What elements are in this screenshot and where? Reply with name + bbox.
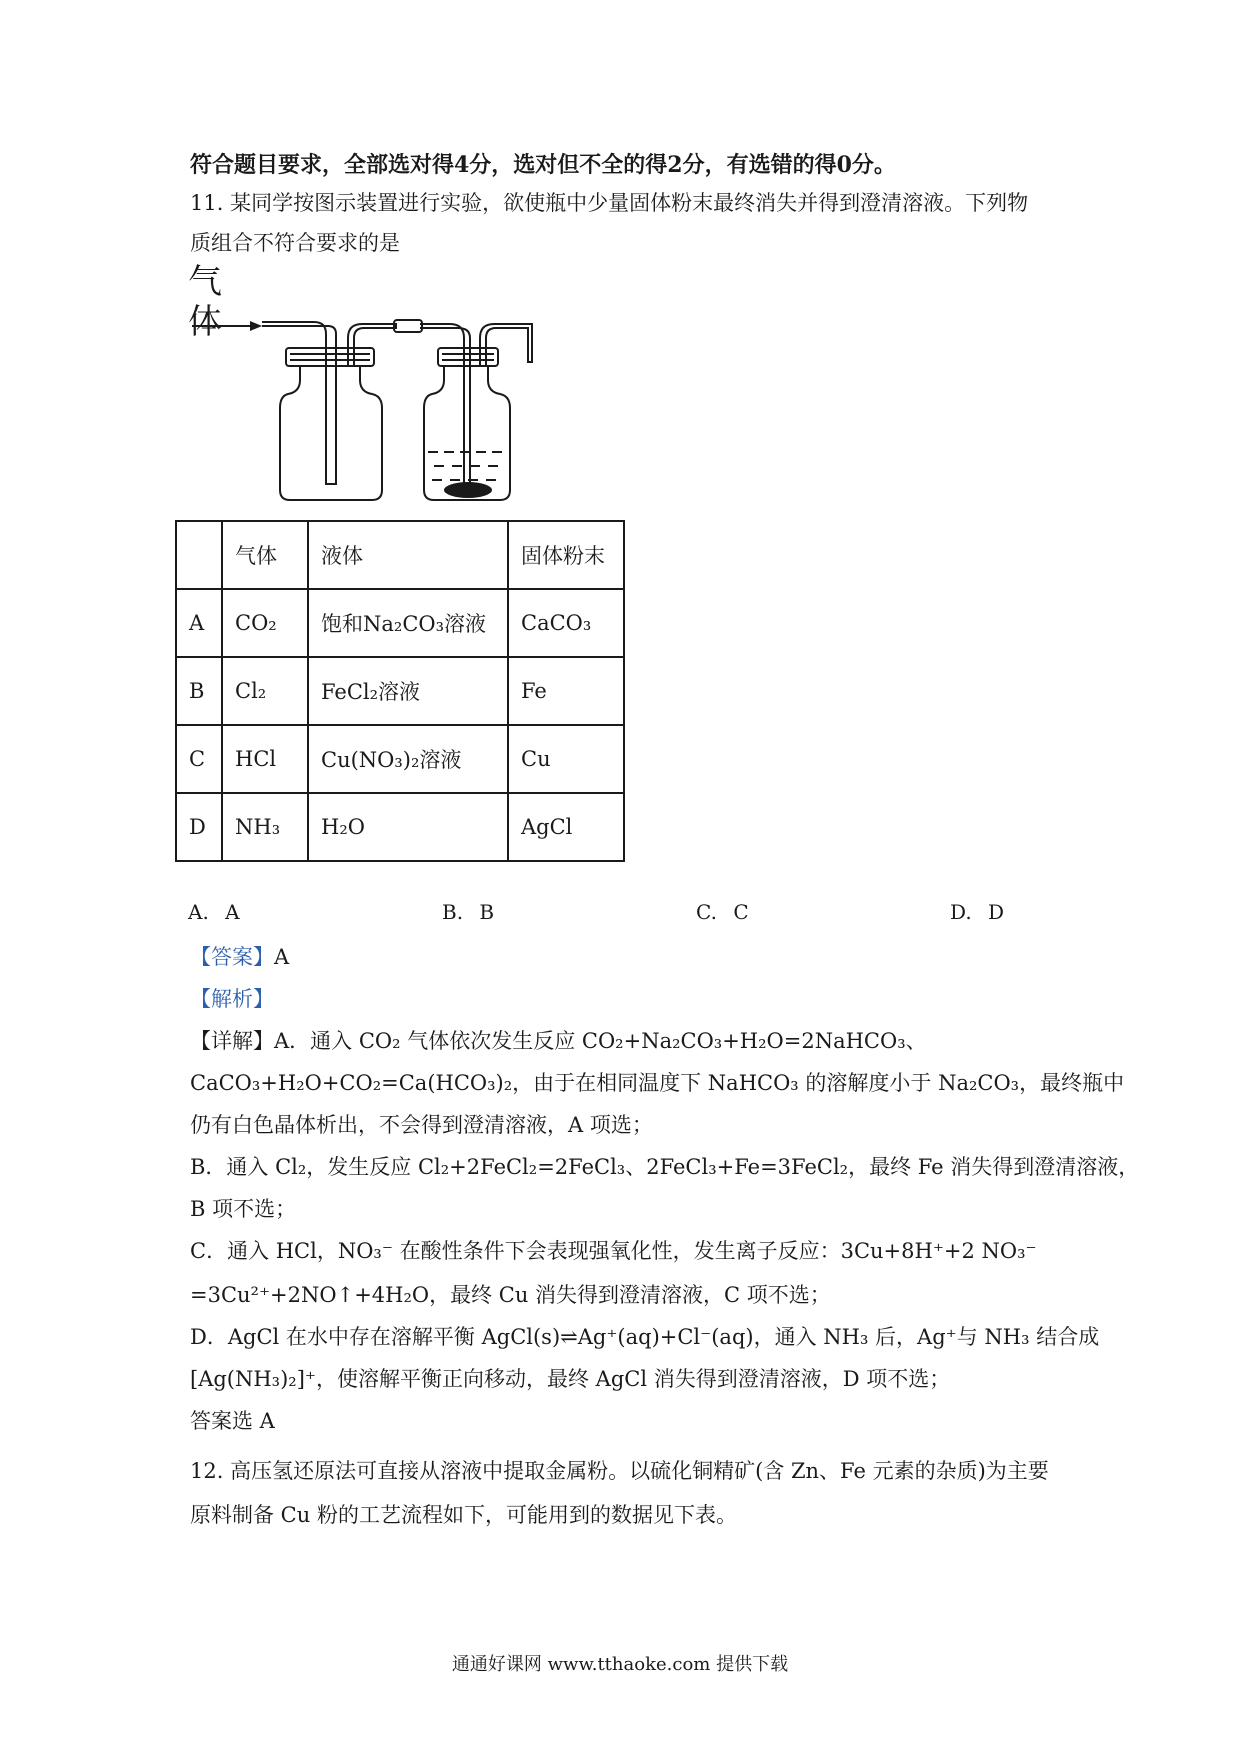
detail-line: =3Cu²⁺+2NO↑+4H₂O，最终 Cu 消失得到澄清溶液，C 项不选； (190, 1283, 831, 1307)
table-cell: FeCl₂溶液 (308, 657, 508, 725)
table-cell: HCl (222, 725, 308, 793)
detail-line: [Ag(NH₃)₂]⁺，使溶解平衡正向移动，最终 AgCl 消失得到澄清溶液，D 项不选； (190, 1367, 951, 1391)
table-cell: NH₃ (222, 793, 308, 861)
table-cell: Fe (508, 657, 624, 725)
detail-line: B 项不选； (190, 1197, 297, 1221)
apparatus-svg (188, 262, 568, 512)
q11-stem-line2: 质组合不符合要求的是 (190, 231, 400, 255)
table-cell: Cu(NO₃)₂溶液 (308, 725, 508, 793)
instruction-line: 符合题目要求，全部选对得4分，选对但不全的得2分，有选错的得0分。 (190, 152, 896, 178)
conclusion-line: 答案选 A (190, 1409, 275, 1433)
option-text: A (225, 900, 240, 924)
table-cell: D (176, 793, 222, 861)
table-cell: Cl₂ (222, 657, 308, 725)
table-cell: C (176, 725, 222, 793)
table-header-cell: 气体 (222, 521, 308, 589)
detail-line: C．通入 HCl，NO₃⁻ 在酸性条件下会表现强氧化性，发生离子反应：3Cu+8H⁺+2 NO₃⁻ (190, 1239, 1037, 1263)
option-c (696, 900, 749, 924)
answer-line (190, 942, 289, 972)
bottle2-stopper (438, 348, 498, 366)
connector-tube (394, 320, 422, 332)
option-letter: B. (442, 900, 464, 924)
bottle1-body (280, 366, 382, 500)
option-text: C (733, 900, 749, 924)
answer-tag: 【答案】 (190, 945, 274, 969)
table-cell: H₂O (308, 793, 508, 861)
table-row (176, 725, 624, 793)
table-header-cell (176, 521, 222, 589)
footer-watermark: 通通好课网 www.tthaoke.com 提供下载 (451, 1654, 789, 1675)
detail-line: CaCO₃+H₂O+CO₂=Ca(HCO₃)₂，由于在相同温度下 NaHCO₃ 的溶解度小于 Na₂CO₃，最终瓶中 (190, 1071, 1125, 1095)
table-cell: B (176, 657, 222, 725)
detail-tag: 【详解】 (190, 1029, 274, 1053)
detail-line: B．通入 Cl₂，发生反应 Cl₂+2FeCl₂=2FeCl₃、2FeCl₃+Fe=3FeCl₂，最终 Fe 消失得到澄清溶液， (190, 1155, 1140, 1179)
q12-line2: 原料制备 Cu 粉的工艺流程如下，可能用到的数据见下表。 (190, 1503, 737, 1527)
table-row (176, 793, 624, 861)
table-header-cell: 固体粉末 (508, 521, 624, 589)
analysis-tag: 【解析】 (190, 987, 274, 1011)
q11-stem-line1: 11. 某同学按图示装置进行实验，欲使瓶中少量固体粉末最终消失并得到澄清溶液。下列物 (190, 191, 1029, 215)
table-cell: CO₂ (222, 589, 308, 657)
table-cell: CaCO₃ (508, 589, 624, 657)
bottle1-stopper (286, 348, 374, 366)
solid-powder (444, 482, 492, 498)
option-letter: A. (188, 900, 209, 924)
answer-value: A (274, 945, 290, 969)
detail-line (190, 1026, 927, 1056)
table-cell: 饱和Na₂CO₃溶液 (308, 589, 508, 657)
table-cell: A (176, 589, 222, 657)
table-header-row (176, 521, 624, 589)
option-a (188, 900, 240, 924)
option-d (950, 900, 1004, 924)
option-b (442, 900, 494, 924)
option-text: B (479, 900, 495, 924)
table-cell: Cu (508, 725, 624, 793)
table-header-cell: 液体 (308, 521, 508, 589)
detail-text: A．通入 CO₂ 气体依次发生反应 CO₂+Na₂CO₃+H₂O=2NaHCO₃、 (274, 1029, 927, 1053)
diagram-gas-label: 气体 (188, 262, 222, 342)
table-row (176, 657, 624, 725)
table-row (176, 589, 624, 657)
detail-line: 仍有白色晶体析出，不会得到澄清溶液，A 项选； (190, 1113, 653, 1137)
q12-line1: 12. 高压氢还原法可直接从溶液中提取金属粉。以硫化铜精矿(含 Zn、Fe 元素的杂质)为主要 (190, 1459, 1049, 1483)
option-letter: D. (950, 900, 972, 924)
table-cell: AgCl (508, 793, 624, 861)
detail-line: D．AgCl 在水中存在溶解平衡 AgCl(s)⇌Ag⁺(aq)+Cl⁻(aq)，通入 NH₃ 后，Ag⁺与 NH₃ 结合成 (190, 1325, 1100, 1349)
option-text: D (988, 900, 1005, 924)
option-letter: C. (696, 900, 717, 924)
q11-table (175, 520, 625, 862)
